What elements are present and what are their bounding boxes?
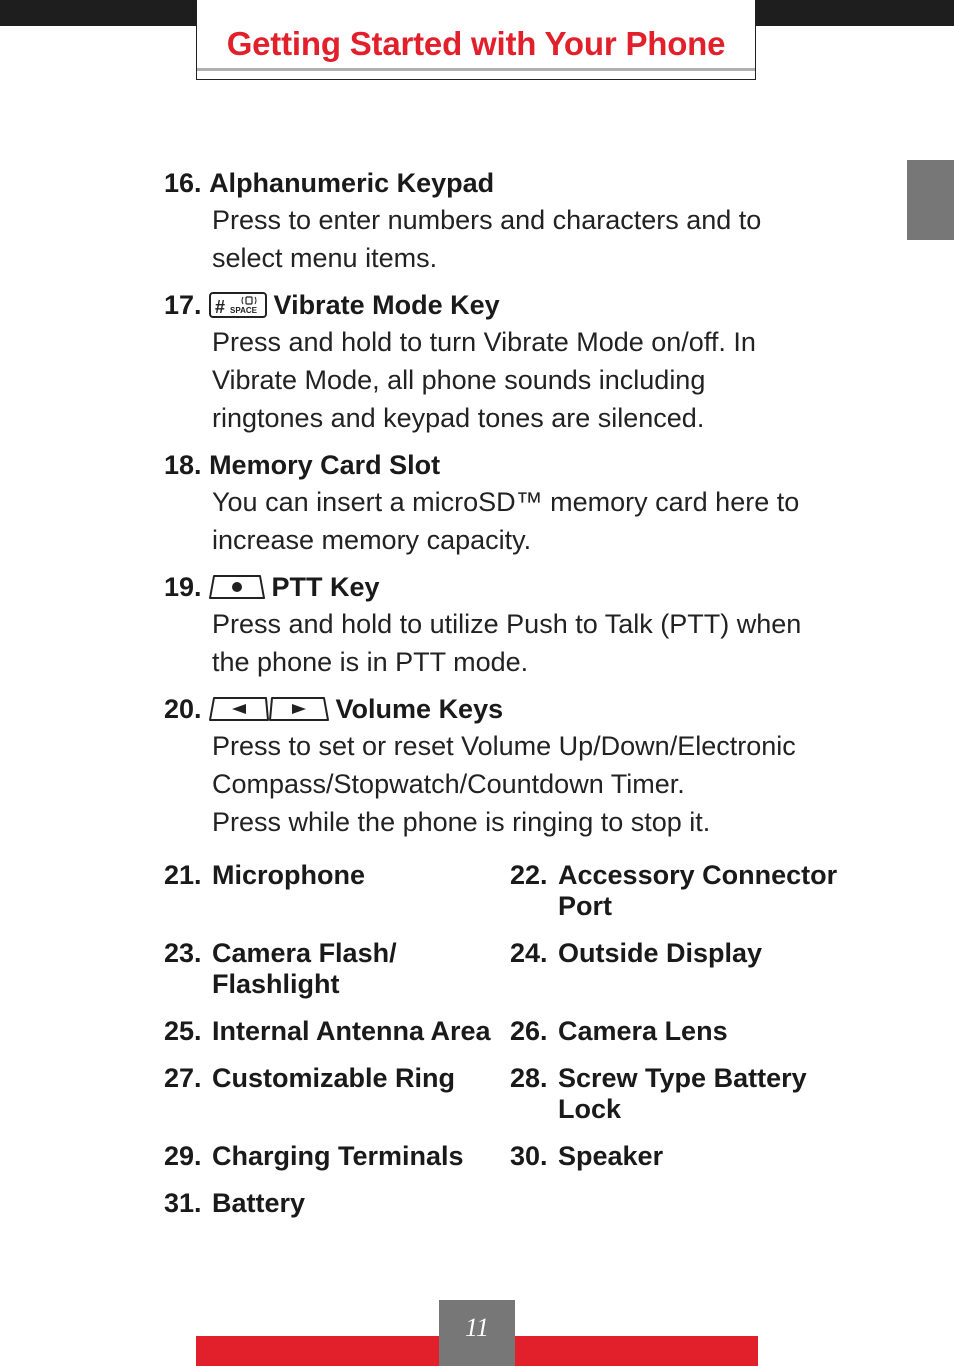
grid-row [164, 860, 884, 922]
item-number: 19. [164, 572, 202, 602]
item-number: 30. [510, 1141, 548, 1171]
item-number: 28. [510, 1063, 548, 1093]
hash-space-key-icon [208, 291, 268, 319]
grid-item [510, 1141, 856, 1172]
parts-grid [164, 860, 884, 1235]
item-title: Accessory Connector Port [558, 860, 838, 921]
description-line: Press and hold to utilize Push to Talk (PTT) when [212, 609, 802, 639]
item-number: 26. [510, 1016, 548, 1046]
item-title: Microphone [212, 860, 365, 890]
item-description [212, 727, 884, 841]
svg-text:#: # [214, 297, 225, 317]
top-bar-right [756, 0, 954, 26]
grid-row [164, 1016, 884, 1047]
description-line: You can insert a microSD™ memory card here to [212, 487, 800, 517]
item-number: 24. [510, 938, 548, 968]
item-title: Internal Antenna Area [212, 1016, 491, 1046]
item-title: Battery [212, 1188, 306, 1218]
grid-item [510, 860, 856, 922]
item-number: 27. [164, 1063, 202, 1093]
item-heading [164, 287, 884, 323]
item-number: 31. [164, 1188, 202, 1218]
description-line: select menu items. [212, 243, 438, 273]
description-line: ringtones and keypad tones are silenced. [212, 403, 705, 433]
header-rule [197, 68, 755, 71]
item-title: Outside Display [558, 938, 763, 968]
item-title: Memory Card Slot [209, 450, 441, 480]
item-title: Charging Terminals [212, 1141, 464, 1171]
item-heading [164, 447, 884, 483]
list-item [164, 165, 884, 277]
description-line: increase memory capacity. [212, 525, 532, 555]
grid-item [164, 1188, 510, 1219]
item-number: 29. [164, 1141, 202, 1171]
description-line: Press and hold to turn Vibrate Mode on/off. In [212, 327, 756, 357]
item-number: 16. [164, 168, 202, 198]
item-number: 17. [164, 290, 202, 320]
item-title: Speaker [558, 1141, 664, 1171]
item-description [212, 605, 884, 681]
item-number: 21. [164, 860, 202, 890]
list-item [164, 691, 884, 841]
item-title: Screw Type Battery Lock [558, 1063, 807, 1124]
grid-row [164, 1188, 884, 1219]
list-item [164, 447, 884, 559]
grid-item [510, 1016, 856, 1047]
item-title: Camera Lens [558, 1016, 728, 1046]
item-description [212, 323, 884, 437]
grid-item [164, 1016, 510, 1047]
grid-item [164, 938, 510, 1000]
grid-row [164, 1063, 884, 1125]
grid-item [164, 1063, 510, 1125]
item-title: Volume Keys [335, 694, 504, 724]
grid-item [510, 938, 856, 1000]
item-title: Vibrate Mode Key [273, 290, 500, 320]
item-heading [164, 569, 884, 605]
description-line: the phone is in PTT mode. [212, 647, 529, 677]
item-heading [164, 165, 884, 201]
page-title: Getting Started with Your Phone [226, 25, 726, 62]
item-title: Customizable Ring [212, 1063, 456, 1093]
header-box [196, 0, 756, 80]
item-title: Camera Flash/ Flashlight [212, 938, 397, 999]
page-number: 11 [439, 1300, 515, 1366]
ptt-key-icon [208, 574, 266, 600]
item-number: 25. [164, 1016, 202, 1046]
grid-row [164, 938, 884, 1000]
grid-item [164, 860, 510, 922]
side-tab [907, 160, 954, 240]
grid-item [510, 1063, 856, 1125]
item-number: 23. [164, 938, 202, 968]
description-line: Compass/Stopwatch/Countdown Timer. [212, 769, 685, 799]
item-number: 20. [164, 694, 202, 724]
item-description [212, 201, 884, 277]
description-line: Press to set or reset Volume Up/Down/Electronic [212, 731, 796, 761]
volume-keys-icon [208, 696, 330, 722]
description-line: Press to enter numbers and characters and to [212, 205, 762, 235]
description-line: Vibrate Mode, all phone sounds including [212, 365, 706, 395]
item-number: 22. [510, 860, 548, 890]
list-item [164, 287, 884, 437]
list-item [164, 569, 884, 681]
svg-text:SPACE: SPACE [229, 306, 257, 315]
description-line: Press while the phone is ringing to stop it. [212, 807, 711, 837]
item-description [212, 483, 884, 559]
item-list [164, 165, 884, 851]
grid-item [164, 1141, 510, 1172]
top-bar-left [0, 0, 200, 26]
item-heading [164, 691, 884, 727]
item-number: 18. [164, 450, 202, 480]
item-title: Alphanumeric Keypad [209, 168, 495, 198]
grid-row [164, 1141, 884, 1172]
item-title: PTT Key [271, 572, 380, 602]
